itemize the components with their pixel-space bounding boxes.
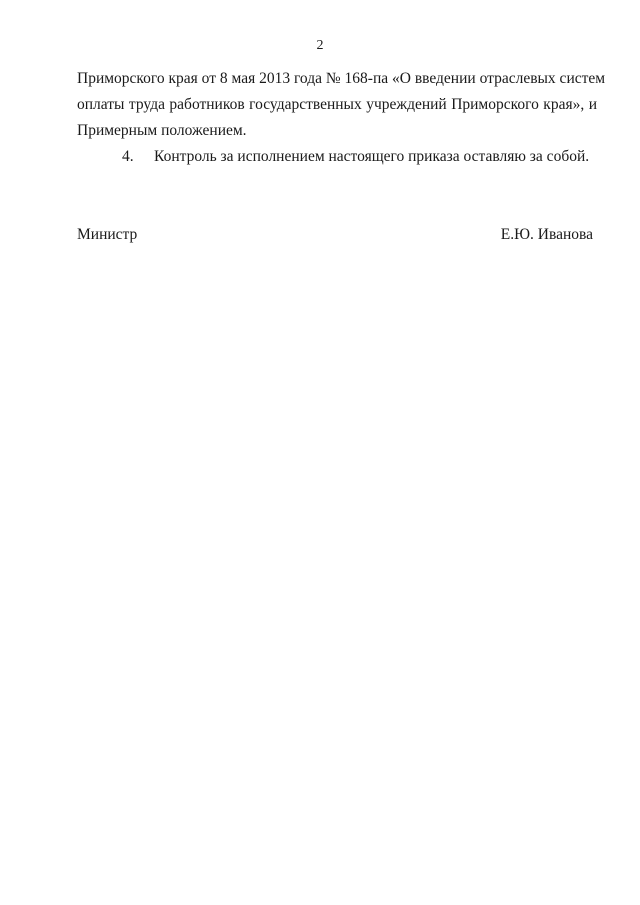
item-number: 4.: [122, 148, 134, 165]
paragraph-line: Приморского края от 8 мая 2013 года № 168-па «О введении отраслевых систем: [77, 70, 606, 87]
page-number: 2: [316, 38, 324, 53]
signatory-role: Министр: [77, 226, 138, 243]
signatory-name: Е.Ю. Иванова: [500, 226, 593, 243]
body-paragraph: [77, 66, 606, 144]
numbered-item: [122, 144, 592, 170]
paragraph-line: Примерным положением.: [77, 122, 247, 139]
item-text: Контроль за исполнением настоящего приказа оставляю за собой.: [154, 148, 590, 165]
paragraph-line: оплаты труда работников государственных учреждений Приморского края», и: [77, 96, 597, 113]
